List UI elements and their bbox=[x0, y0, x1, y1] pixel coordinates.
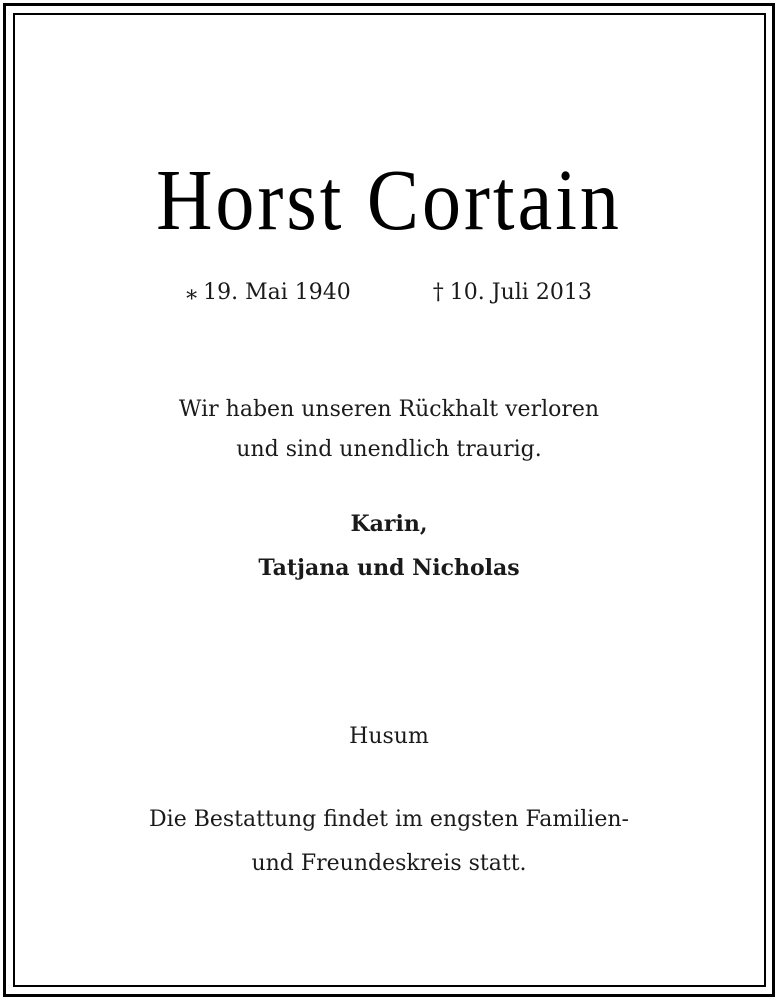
funeral-line-2: und Freundeskreis statt. bbox=[251, 851, 527, 876]
mourning-quote bbox=[0, 390, 778, 470]
place-name bbox=[0, 717, 778, 757]
quote-line-1: Wir haben unseren Rückhalt verloren bbox=[178, 397, 600, 422]
funeral-line-1: Die Bestattung findet im engsten Familien- bbox=[149, 807, 629, 832]
family-line-1: Karin, bbox=[350, 511, 428, 537]
quote-line-2: und sind unendlich traurig. bbox=[236, 437, 542, 462]
death-date-group bbox=[433, 276, 592, 310]
funeral-notice bbox=[0, 798, 778, 886]
birth-star-icon: ⁎ bbox=[186, 280, 198, 305]
death-cross-icon: † bbox=[432, 280, 444, 305]
birth-date: 19. Mai 1940 bbox=[203, 280, 351, 305]
bereaved-family bbox=[0, 502, 778, 590]
family-line-2: Tatjana und Nicholas bbox=[258, 555, 520, 581]
birth-date-group bbox=[186, 276, 351, 310]
life-dates bbox=[0, 276, 778, 310]
place-text: Husum bbox=[349, 724, 429, 749]
deceased-name: Horst Cortain bbox=[156, 150, 622, 249]
death-date: 10. Juli 2013 bbox=[449, 280, 592, 305]
